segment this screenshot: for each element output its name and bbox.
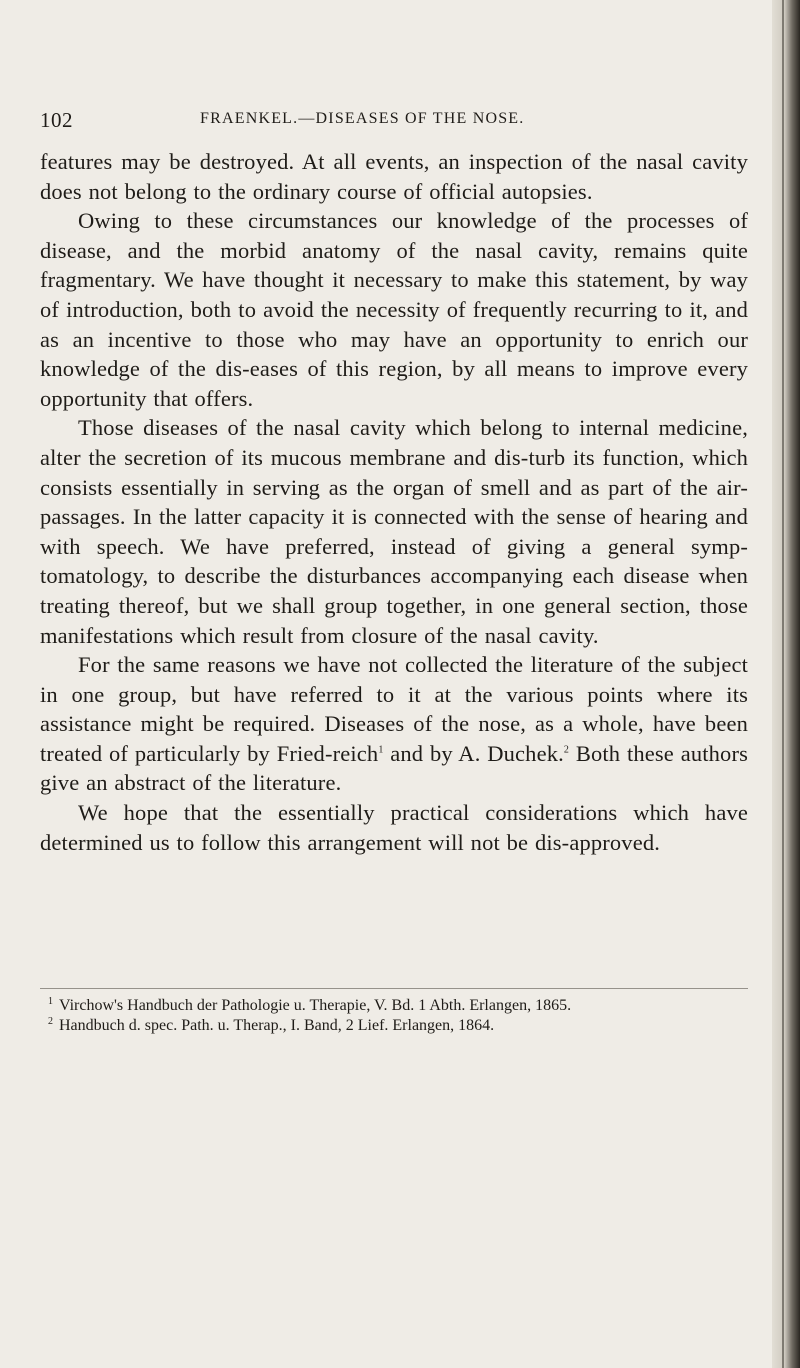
footnotes [48, 996, 748, 1036]
paragraph-1: features may be destroyed. At all events, an inspection of the nasal cavity does not belong to the ordinary course of official autopsies. [40, 149, 748, 204]
page-number: 102 [40, 108, 73, 132]
page-edge [772, 0, 800, 1368]
paragraph-4-text-a: For the same reasons we have not collected the literature of the subject in one group, but have referred to it at the various points where its assistance might be required. Diseases of the nose, as a whole, have been treated of particularly by Fried-reich [40, 652, 748, 766]
running-head: FRAENKEL.—DISEASES OF THE NOSE. [200, 110, 525, 127]
paragraph-2: Owing to these circumstances our knowledge of the processes of disease, and the morbid anatomy of the nasal cavity, remains quite fragmentary. We have thought it necessary to make this statement, by way of introduction, both to avoid the necessity of frequently recurring to it, and as an incentive to those who may have an opportunity to enrich our knowledge of the dis-eases of this region, by all means to improve every opportunity that offers. [40, 208, 748, 411]
footnote-reference-2: 2 [563, 744, 570, 756]
footnote-1 [48, 996, 748, 1016]
paragraph-4-text-b: and by A. Duchek. [383, 740, 564, 766]
paragraph-5: We hope that the essentially practical considerations which have determined us to follow this arrangement will not be dis-approved. [40, 800, 748, 855]
paragraph-4 [40, 650, 748, 798]
footnote-2-text: Handbuch d. spec. Path. u. Therap., I. Band, 2 Lief. Erlangen, 1864. [59, 1017, 495, 1034]
footnote-1-text: Virchow's Handbuch der Pathologie u. Therapie, V. Bd. 1 Abth. Erlangen, 1865. [59, 997, 572, 1014]
footnote-divider [40, 988, 748, 989]
footnote-2-mark: 2 [48, 1015, 53, 1027]
footnote-reference-1: 1 [378, 744, 384, 756]
footnote-1-mark: 1 [48, 995, 53, 1007]
footnote-2 [48, 1016, 748, 1036]
paragraph-4-text-c: Both these authors give an abstract of the literature. [40, 740, 748, 796]
body-text [40, 147, 748, 857]
paragraph-3: Those diseases of the nasal cavity which belong to internal medicine, alter the secretion of its mucous membrane and dis-turb its function, which consists essentially in serving as the organ of smell and as part of the air-passages. In the latter capacity it is connected with the sense of hearing and with speech. We have preferred, instead of giving a general symp-tomatology, to describe the disturbances accompanying each disease when treating thereof, but we shall group together, in one general section, those manifestations which result from closure of the nasal cavity. [40, 415, 748, 648]
page-header [40, 108, 748, 134]
